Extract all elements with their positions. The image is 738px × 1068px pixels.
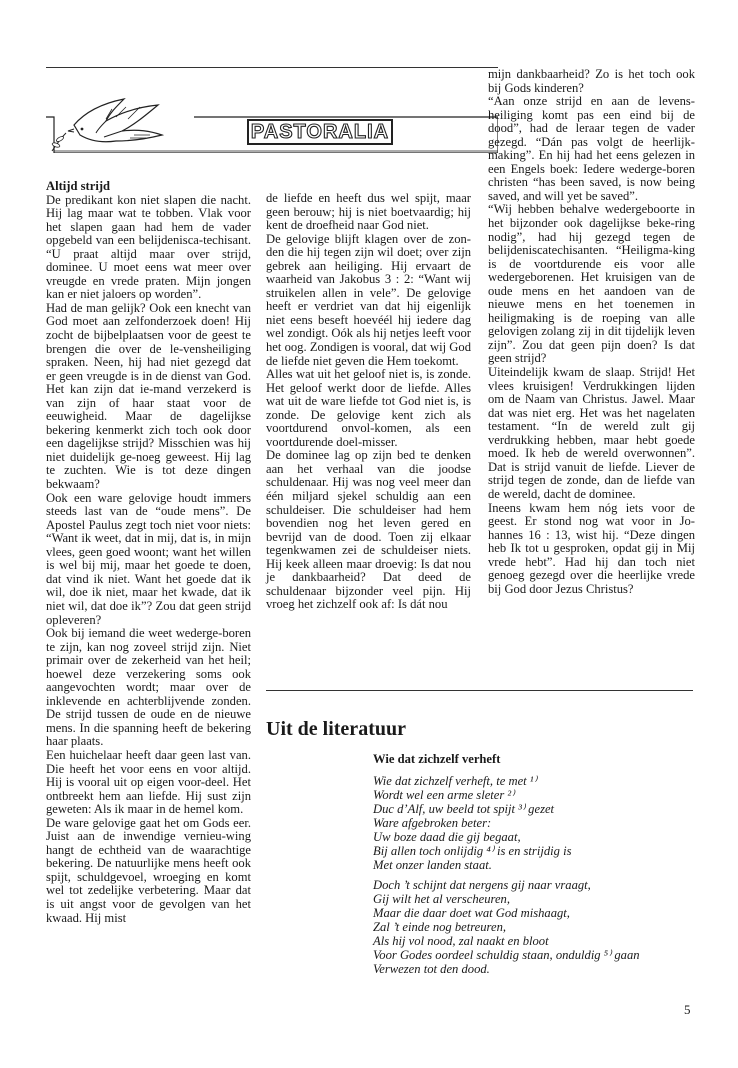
paragraph: “Wij hebben behalve wedergeboorte in het bijzonder ook dagelijkse beke-ring nodig”, had hij gezegd tegen de belijdeniscatechisanten. “Heiligma-king is de voortdurende eis voor alle wedergeborenen. Het kruisigen van de oude mens en het aandoen van de nieuwe mens en het toenemen in heiligmaking is de roeping van alle gelovigen zolang zij in dit tijdelijk leven zijn”. Zou dat geen pijn doen? Is dat geen strijd? (488, 202, 695, 366)
paragraph: “Aan onze strijd en aan de levens-heiliging komt pas een eind bij de dood”, had de leraar tegen de vader gezegd. “Dán pas volgt de heerlijk-making”. En hij had het eens gelezen in een Engels boek: Iedere wederge-boren christen “has been saved, is now being saved, and will yet be saved”. (488, 94, 695, 203)
poem-line: Zal ’t einde nog betreuren, (373, 920, 507, 934)
poem-line: Gij wilt het al verscheuren, (373, 892, 510, 906)
article-column-1 (46, 180, 251, 925)
paragraph: Alles wat uit het geloof niet is, is zonde. Het geloof werkt door de liefde. Alles wat uit de ware liefde tot God niet is, is zonde. De gelovige kent zich als voortdurend onvol-komen, als een voortdurende doel-misser. (266, 367, 471, 449)
poem-line: Uw boze daad die gij begaat, (373, 830, 521, 844)
literature-rule (266, 690, 693, 691)
poem-line: Verwezen tot den dood. (373, 962, 490, 976)
poem-line: Doch ’t schijnt dat nergens gij naar vraagt, (373, 878, 591, 892)
poem-line: Wie dat zichzelf verheft, te met ¹⁾ (373, 774, 537, 788)
paragraph: de liefde en heeft dus wel spijt, maar geen berouw; hij is niet boetvaardig; hij kent de droefheid naar God niet. (266, 191, 471, 233)
poem-title: Wie dat zichzelf verheft (373, 752, 501, 766)
paragraph: Uiteindelijk kwam de slaap. Strijd! Het vlees kruisigen! Verdrukkingen lijden om de Naam van Christus. Jawel. Maar dat was niet erg. Het was het nagelaten testament. “In de wereld zult gij verdrukking hebben, maar hebt goede moed. Ik heb de wereld overwonnen”. Dat is strijd vanuit de liefde. Liever de strijd tegen de zonde, dan de liefde van de wereld, dacht de dominee. (488, 365, 695, 501)
poem-line: Voor Godes oordeel schuldig staan, onduldig ⁵⁾ gaan (373, 948, 640, 962)
paragraph: Ook bij iemand die weet wederge-boren te zijn, kan nog zoveel strijd zijn. Niet primair over de zekerheid van het heil; hoewel deze verzekering soms ook aangevochten wordt; maar over de inklevende en achterblijvende zonden. De strijd tussen de oude en de nieuwe mens. In die spanning heeft de bekering haar plaats. (46, 626, 251, 749)
literature-heading: Uit de literatuur (266, 718, 406, 740)
poem-line: Met onzer landen staat. (373, 858, 492, 872)
poem-line: Maar die daar doet wat God mishaagt, (373, 906, 570, 920)
paragraph: Ineens kwam hem nóg iets voor de geest. Er stond nog wat voor in Jo-hannes 16 : 13, wist hij. “Deze dingen heb Ik tot u gesproken, opdat gij in Mij vrede hebt”. Had hij dan toch niet genoeg gezegd over die heerlijke vrede bij God door Jezus Christus? (488, 500, 695, 596)
poem-line: Duc d’Alf, uw beeld tot spijt ³⁾ gezet (373, 802, 555, 816)
paragraph: Een huichelaar heeft daar geen last van. Die heeft het voor eens en voor altijd. Hij is vooral uit op eigen voor-deel. Het ontbreekt hem aan liefde. Hij sust zijn geweten: Als ik maar in de hemel kom. (46, 747, 251, 817)
paragraph: De ware gelovige gaat het om Gods eer. Juist aan de inwendige vernieu-wing hangt de echtheid van de waarachtige bekering. De natuurlijke mens heeft ook spijt, schuldgevoel, wroeging en komt wel tot zedelijke verbetering. Maar dat is uit angst voor de gevolgen van het kwaad. Hij mist (46, 815, 251, 925)
paragraph: De predikant kon niet slapen die nacht. Hij lag maar wat te tobben. Vlak voor het slapen gaan had hem de vader opgebeld van een belijdenisca-techisant. “U praat altijd maar over strijd, dominee. U moet eens wat meer over vreugde en vrede praten. Mijn jongen kan er niet jaloers op worden”. (46, 192, 251, 302)
paragraph: Ook een ware gelovige houdt immers steeds last van de “oude mens”. De Apostel Paulus zegt toch niet voor niets: “Want ik weet, dat in mij, dat is, in mijn vlees, geen goed woont; want het willen is wel bij mij, maar het goede te doen, dat vind ik niet. Want het goede dat ik wil, doe ik niet, maar het kwade, dat ik niet wil, dat doe ik”? Zou dat geen strijd opleveren? (46, 490, 251, 627)
article-column-2 (266, 192, 471, 612)
paragraph: De gelovige blijft klagen over de zon-den die hij tegen zijn wil doet; over zijn gebrek aan heiliging. Hij ervaart de waarheid van Jakobus 3 : 2: “Want wij struikelen allen in vele”. De gelovige heeft er verdriet van dat hij eigenlijk niet eens beseft hoevéél hij iedere dag wel zondigt. Oók als hij netjes leeft voor het oog. Zondigen is vooral, dat wij God de liefde niet geven die Hem toekomt. (266, 231, 471, 368)
poem-line: Als hij vol nood, zal naakt en bloot (373, 934, 549, 948)
section-title: PASTORALIA (250, 120, 390, 143)
poem-line: Bij allen toch onlijdig ⁴⁾ is en strijdig is (373, 844, 572, 858)
poem-line: Wordt wel een arme sleter ²⁾ (373, 788, 515, 802)
paragraph: mijn dankbaarheid? Zo is het toch ook bij Gods kinderen? (488, 67, 695, 95)
paragraph: De dominee lag op zijn bed te denken aan het verhaal van die joodse schuldenaar. Hij was nog veel meer dan één miljard sjekel schuldig aan een schuldeiser. Die schuldeiser had hem bovendien nog het leven gered en bevrijd van de dood. Toen zij elkaar tegenkwamen zei de schuldeiser niets. Hij keek alleen maar droevig: Is dat nou je dankbaarheid? Dat deed de schuldenaar bijzonder veel pijn. Hij vroeg het zichzelf ook af: Is dát nou (266, 448, 471, 612)
article-heading: Altijd strijd (46, 179, 111, 193)
section-title-box (247, 119, 393, 145)
poem-stanza-1 (373, 774, 693, 872)
paragraph: Had de man gelijk? Ook een knecht van God moet aan zelfonderzoek doen! Hij zocht de bijbelplaatsen voor de geest te brengen die over de le-vensheiliging spraken. Neen, hij had niet gezegd dat er geen vreugde is in de dienst van God. Het kan zijn dat ie-mand verzekerd is van zijn of haar staat voor de eeuwigheid. Maar de dagelijkse bekering kenmerkt zich toch ook door een dagelijkse strijd? Misschien was hij niet duidelijk ge-noeg geweest. Hij lag te zuchten. Wie is tot deze dingen bekwaam? (46, 300, 251, 492)
article-column-3 (488, 68, 695, 596)
header-rule (46, 67, 498, 68)
poem-stanza-2 (373, 878, 693, 976)
page-number: 5 (684, 1002, 691, 1017)
poem-line: Ware afgebroken beter: (373, 816, 492, 830)
